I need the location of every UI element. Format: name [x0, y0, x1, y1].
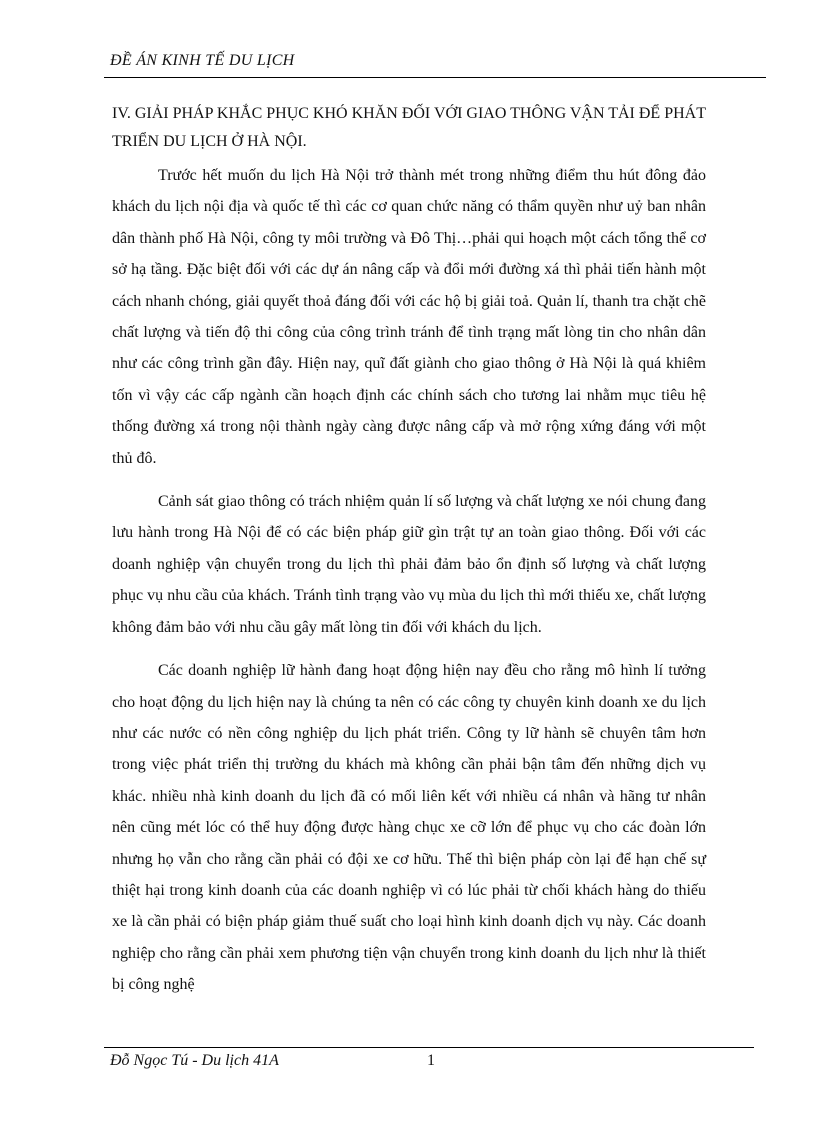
document-body	[112, 160, 706, 1013]
header-divider	[104, 77, 766, 78]
body-paragraph-1: Trước hết muốn du lịch Hà Nội trở thành mét trong những điểm thu hút đông đảo khách du lịch nội địa và quốc tế thì các cơ quan chức năng có thẩm quyền như uỷ ban nhân dân thành phố Hà Nội, công ty môi trường và Đô Thị…phải qui hoạch một cách tổng thể cơ sở hạ tầng. Đặc biệt đối với các dự án nâng cấp và đổi mới đường xá thì phải tiến hành một cách nhanh chóng, giải quyết thoả đáng đối với các hộ bị giải toả. Quản lí, thanh tra chặt chẽ chất lượng và tiến độ thi công của công trình tránh để tình trạng mất lòng tin cho nhân dân như các công trình gần đây. Hiện nay, quĩ đất giành cho giao thông ở Hà Nội là quá khiêm tốn vì vậy các cấp ngành cần hoạch định các chính sách cho tương lai nhằm mục tiêu hệ thống đường xá trong nội thành ngày càng được nâng cấp và mở rộng xứng đáng với một thủ đô.	[112, 167, 706, 467]
body-paragraph-2: Cảnh sát giao thông có trách nhiệm quản lí số lượng và chất lượng xe nói chung đang lưu hành trong Hà Nội để có các biện pháp giữ gìn trật tự an toàn giao thông. Đối với các doanh nghiệp vận chuyển trong du lịch thì phải đảm bảo ổn định số lượng và chất lượng phục vụ nhu cầu của khách. Tránh tình trạng vào vụ mùa du lịch thì mới thiếu xe, chất lượng không đảm bảo với nhu cầu gây mất lòng tin đối với khách du lịch.	[112, 493, 706, 636]
section-heading: IV. GIẢI PHÁP KHẮC PHỤC KHÓ KHĂN ĐỐI VỚI GIAO THÔNG VẬN TẢI ĐỂ PHÁT TRIỂN DU LỊCH Ở HÀ NỘI.	[112, 105, 706, 150]
footer-author: Đỗ Ngọc Tú - Du lịch 41A	[110, 1052, 279, 1069]
document-header-title: ĐỀ ÁN KINH TẾ DU LỊCH	[110, 52, 295, 69]
page-number: 1	[427, 1052, 435, 1069]
body-paragraph-3: Các doanh nghiệp lữ hành đang hoạt động hiện nay đều cho rằng mô hình lí tưởng cho hoạt động du lịch hiện nay là chúng ta nên có các công ty chuyên kinh doanh xe du lịch như các nước có nền công nghiệp du lịch phát triển. Công ty lữ hành sẽ chuyên tâm hơn trong việc phát triển thị trường du khách mà không cần phải bận tâm đến những dịch vụ khác. nhiều nhà kinh doanh du lịch đã có mối liên kết với nhiều cá nhân và hãng tư nhân nên cũng mét lóc có thể huy động được hàng chục xe cỡ lớn để phục vụ cho các đoàn lớn nhưng họ vẫn cho rằng cần phải có đội xe cơ hữu. Thế thì biện pháp còn lại để hạn chế sự thiệt hại trong kinh doanh của các doanh nghiệp vì có lúc phải từ chối khách hàng do thiếu xe là cần phải có biện pháp giảm thuế suất cho loại hình kinh doanh dịch vụ này. Các doanh nghiệp cho rằng cần phải xem phương tiện vận chuyển trong kinh doanh du lịch như là thiết bị công nghệ	[112, 662, 706, 994]
footer-divider	[104, 1047, 754, 1048]
